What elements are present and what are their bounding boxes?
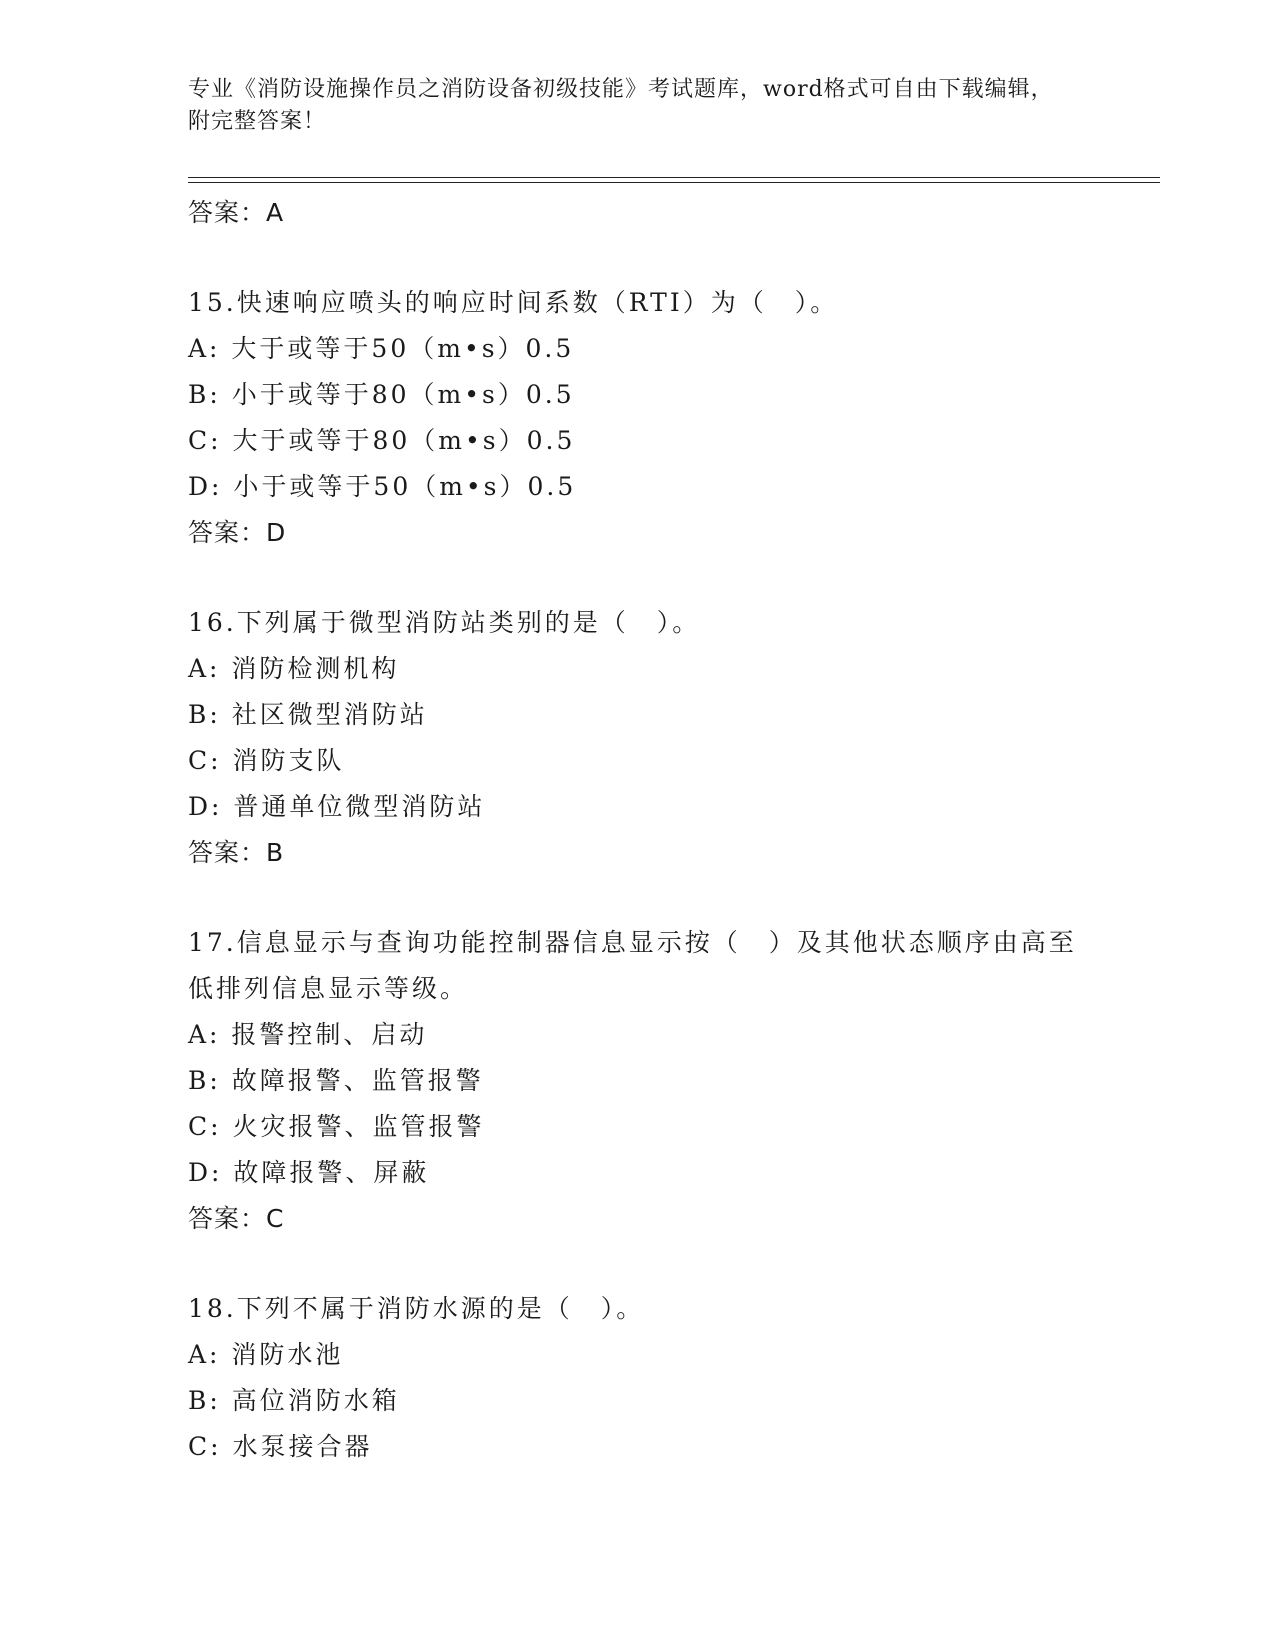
option-c: C: 火灾报警、监管报警 <box>188 1112 485 1141</box>
option-c: C: 水泵接合器 <box>188 1432 373 1461</box>
question-16 <box>188 600 1088 876</box>
option-c: C: 大于或等于80（m•s）0.5 <box>188 426 576 455</box>
header-divider-top <box>188 177 1160 178</box>
answer-line: 答案：B <box>188 838 285 867</box>
option-d: D: 小于或等于50（m•s）0.5 <box>188 472 577 501</box>
option-b: B: 小于或等于80（m•s）0.5 <box>188 380 575 409</box>
document-header: 专业《消防设施操作员之消防设备初级技能》考试题库，word格式可自由下载编辑，附完整答案！ <box>188 77 1054 134</box>
question-text: 15.快速响应喷头的响应时间系数（RTI）为（ ）。 <box>188 288 839 317</box>
answer-line: 答案：A <box>188 198 285 227</box>
option-c: C: 消防支队 <box>188 746 345 775</box>
option-a: A: 大于或等于50（m•s）0.5 <box>188 334 575 363</box>
option-d: D: 普通单位微型消防站 <box>188 792 486 821</box>
option-b: B: 故障报警、监管报警 <box>188 1066 484 1095</box>
question-list <box>188 190 1088 1470</box>
option-b: B: 高位消防水箱 <box>188 1386 400 1415</box>
question-text: 17.信息显示与查询功能控制器信息显示按（ ）及其他状态顺序由高至低排列信息显示等级。 <box>188 928 1077 1003</box>
question-15 <box>188 280 1088 556</box>
option-b: B: 社区微型消防站 <box>188 700 428 729</box>
answer-line: 答案：D <box>188 518 287 547</box>
option-a: A: 消防水池 <box>188 1340 344 1369</box>
question-text: 18.下列不属于消防水源的是（ ）。 <box>188 1294 645 1323</box>
question-17 <box>188 920 1088 1242</box>
option-a: A: 消防检测机构 <box>188 654 400 683</box>
question-text: 16.下列属于微型消防站类别的是（ ）。 <box>188 608 701 637</box>
question-18 <box>188 1286 1088 1470</box>
option-a: A: 报警控制、启动 <box>188 1020 428 1049</box>
header-divider-bottom <box>188 182 1160 183</box>
answer-line: 答案：C <box>188 1204 285 1233</box>
option-d: D: 故障报警、屏蔽 <box>188 1158 430 1187</box>
